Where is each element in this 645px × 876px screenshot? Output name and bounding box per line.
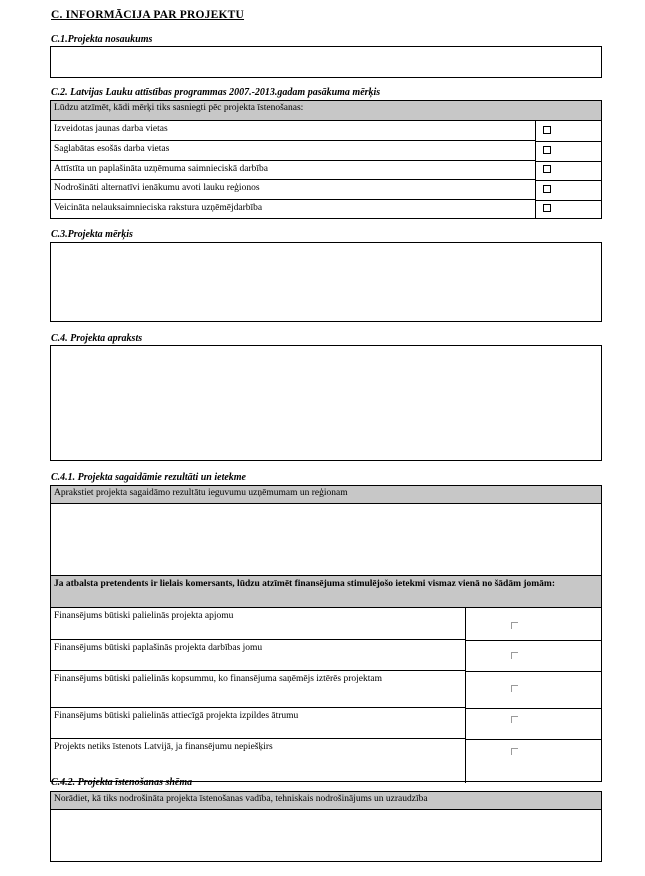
c41-column-divider [465,608,466,783]
section-title: C. INFORMĀCIJA PAR PROJEKTU [51,9,245,21]
row-divider [466,671,601,672]
goal-checkbox[interactable] [543,185,551,193]
goal-row [51,200,535,218]
goal-label: Saglabātas esošās darba vietas [54,144,170,154]
project-name-field[interactable] [50,46,602,78]
row-divider [536,180,601,181]
row-divider [466,739,601,740]
project-goal-field[interactable] [50,242,602,322]
impact-row [51,640,465,671]
goal-checkbox[interactable] [543,204,551,212]
goal-row [51,161,535,180]
goal-row [51,121,535,141]
impact-label: Projekts netiks īstenots Latvijā, ja finansējumu nepiešķirs [54,742,273,752]
c41-header: Aprakstiet projekta sagaidāmo rezultātu ieguvumu uzņēmumam un reģionam [51,486,601,504]
implementation-scheme-field[interactable] [51,810,601,861]
impact-checkbox[interactable] [511,685,518,692]
c2-column-divider [535,121,536,218]
impact-checkbox[interactable] [511,748,518,755]
row-divider [536,200,601,201]
impact-checkbox[interactable] [511,716,518,723]
row-divider [466,640,601,641]
c2-label: C.2. Latvijas Lauku attīstības programmas 2007.-2013.gadam pasākuma mērķis [51,87,381,98]
impact-checkbox[interactable] [511,652,518,659]
goal-checkbox[interactable] [543,165,551,173]
impact-label: Finansējums būtiski palielinās projekta apjomu [54,611,234,621]
goal-label: Izveidotas jaunas darba vietas [54,124,168,134]
impact-row [51,671,465,708]
c42-header: Norādiet, kā tiks nodrošināta projekta īstenošanas vadība, tehniskais nodrošinājums un uzraudzība [51,792,601,810]
row-divider [536,161,601,162]
impact-label: Finansējums būtiski paplašinās projekta darbības jomu [54,643,263,653]
c41-table [50,485,602,782]
large-company-header: Ja atbalsta pretendents ir lielais komersants, lūdzu atzīmēt finansējuma stimulējošo ietekmi vismaz vienā no šādām jomām: [51,576,601,608]
goal-row [51,180,535,200]
c2-table-header: Lūdzu atzīmēt, kādi mērķi tiks sasniegti pēc projekta īstenošanas: [51,101,601,121]
impact-row [51,608,465,640]
expected-results-field[interactable] [51,504,601,576]
c42-label: C.4.2. Projekta īstenošanas shēma [51,777,193,788]
project-description-field[interactable] [50,345,602,461]
c3-label: C.3.Projekta mērķis [51,229,133,240]
impact-checkbox[interactable] [511,622,518,629]
goal-checkbox[interactable] [543,126,551,134]
c2-goals-table [50,100,602,219]
goal-checkbox[interactable] [543,146,551,154]
c4-label: C.4. Projekta apraksts [51,333,143,344]
goal-label: Attīstīta un paplašināta uzņēmuma saimnieciskā darbība [54,164,268,174]
c41-label: C.4.1. Projekta sagaidāmie rezultāti un ietekme [51,472,246,483]
impact-label: Finansējums būtiski palielinās kopsummu, ko finansējuma saņēmējs iztērēs projektam [54,674,382,684]
impact-row [51,708,465,739]
impact-row [51,739,465,781]
impact-label: Finansējums būtiski palielinās attiecīgā projekta izpildes ātrumu [54,711,299,721]
c1-label: C.1.Projekta nosaukums [51,34,153,45]
goal-label: Nodrošināti alternatīvi ienākumu avoti lauku reģionos [54,183,260,193]
c42-table [50,791,602,862]
goal-label: Veicināta nelauksaimnieciska rakstura uzņēmējdarbība [54,203,263,213]
row-divider [536,141,601,142]
goal-row [51,141,535,161]
row-divider [466,708,601,709]
